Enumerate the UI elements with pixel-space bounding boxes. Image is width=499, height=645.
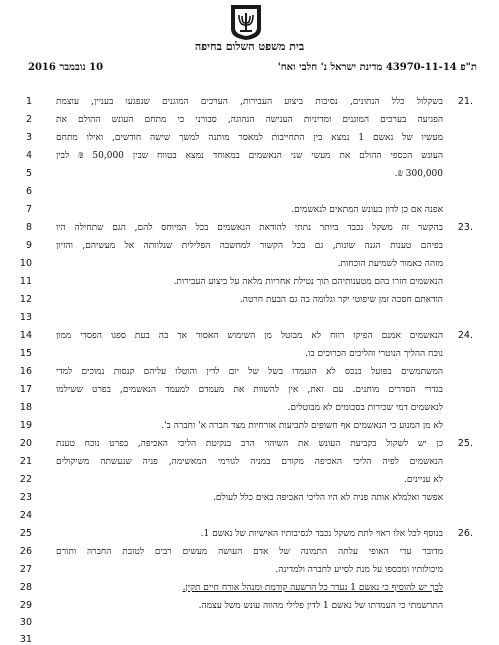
paragraph-line: התרשמתי כי העמדתו של נאשם 1 לדין פלילי מהווה עונש משל עצמה. (198, 601, 443, 611)
paragraph-line: לא עניינים. (404, 475, 443, 485)
line-number: 24 (19, 510, 32, 521)
line-number: 29 (19, 600, 32, 611)
line-number: 28 (19, 582, 32, 593)
line-number: 3 (25, 132, 32, 143)
date-line: 10 נובמבר 2016 (28, 62, 104, 73)
line-number: 9 (25, 240, 32, 251)
court-name: בית משפט השלום בחיפה (194, 40, 305, 53)
line-number: 8 (25, 222, 32, 233)
line-number: 14 (19, 330, 32, 341)
section-number: 24. (457, 330, 473, 341)
state-emblem-icon (228, 3, 264, 41)
paragraph-line: מזהה כאמור לשמיעת הוכחות. (337, 259, 443, 269)
line-number: 6 (25, 186, 32, 197)
case-number-line: ת"פ 43970-11-14 מדינת ישראל נ' חלבי ואח' (277, 62, 477, 73)
line-number: 13 (19, 312, 32, 323)
paragraph-line: הנאשמים לפיה הליכי האכיפה מקורם במניה לגורמי המאשימה, פניה שנעשתה משיקולים (56, 457, 443, 467)
paragraph-line: בפיהם טענות הגנה שונות, גם בכל הקשור למחשבה הפלילית שנלוותה אל מעשיהם, והזיון (56, 241, 443, 251)
paragraph-line: לנאשמים דמי שכירות בסכומים לא מבוטלים. (287, 403, 443, 413)
line-number: 11 (19, 276, 32, 287)
paragraph-line: נוכח ההליך הנוטרי והליכים הכרוכים בו. (305, 349, 443, 359)
paragraph-line: לא מן המנוע כי הנאשמים אף חשופים לתביעות אזרחיות מצד חברה א' וחברה ב'. (161, 421, 443, 431)
line-number: 1 (25, 96, 32, 107)
paragraph-line: מדובר עדי האופי עלתה התמונה של אדם העושה מעשים רבים לטובת החברה ותורם (56, 547, 443, 557)
line-number: 4 (25, 150, 32, 161)
line-number: 21 (19, 456, 32, 467)
line-number: 26 (19, 546, 32, 557)
section-number: 25. (457, 438, 473, 449)
line-number: 16 (19, 366, 32, 377)
paragraph-line: כן יש לשקול בקביעת העונש את השיהוי הרב בנקיטת הליכי האכיפה, בפרט נוכח טענת (56, 439, 443, 449)
line-number: 17 (19, 384, 32, 395)
line-number: 27 (19, 564, 32, 575)
paragraph-line: מיכולותיו ומכספו על מנת לסייע לחברה ולמדינה. (275, 565, 443, 575)
line-number: 15 (19, 348, 32, 359)
paragraph-line: בשקלול כלל הנתונים, נסיבות ביצוע העבירות, הערכים המוגנים שנפגעו בעניין, עוצמת (56, 97, 443, 107)
paragraph-line: הנאשמים חזרו בהם מטענותיהם תוך נטילת אחריות מלאה על ביצוע העבירות. (173, 277, 443, 287)
line-number: 25 (19, 528, 32, 539)
line-number: 31 (19, 634, 32, 645)
line-number: 12 (19, 294, 32, 305)
paragraph-line: בגדרי הסדרים מותנים. עם זאת, אין להשוות את מעמדם למעמד הנאשמים, בפרט ששילמו (56, 385, 443, 395)
line-number: 22 (19, 474, 32, 485)
paragraph-line: 300,000 ₪. (394, 169, 443, 179)
section-number: 23. (457, 222, 473, 233)
paragraph-line: אפנה אם כן לדון בעונש המתאים לנאשמים. (291, 205, 443, 215)
line-number: 18 (19, 402, 32, 413)
line-number: 5 (25, 168, 32, 179)
section-number: 21. (457, 96, 473, 107)
paragraph-line: המשתמשים בפועל בנכס לא הועמדו בשל של יום לדין והוטלו עליהם קנסות נמוכים למדי (56, 367, 443, 377)
line-number: 7 (25, 204, 32, 215)
paragraph-line: לכך יש להוסיף כי נאשם 1 נעדר כל הרשעה קודמת ומנהל אורח חיים תקין. (182, 583, 443, 593)
section-number: 26. (457, 528, 473, 539)
line-number: 30 (19, 617, 32, 628)
paragraph-line: אפשר ואלמלא אותה פניה לא היו הליכי האכיפה באים כלל לעולם. (213, 493, 443, 503)
paragraph-line: העונש הכספי ההולם את מעשי שני הנאשמים במאוחד נמצא בטווח שבין 50,000 ₪ לבין (56, 151, 443, 161)
line-number: 19 (19, 420, 32, 431)
paragraph-line: הפגיעה בערכים המוגנים ומדיניות הענישה הנהוגה, סבורני כי מתחם העונש ההולם את (56, 115, 443, 125)
line-number: 23 (19, 492, 32, 503)
paragraph-line: הנאשמים אמנם הפיקו רווח לא מבוטל מן השימוש האסור אך בה בעת ספגו הפסדי ממון (56, 331, 443, 341)
paragraph-line: בנוסף לכל אלו ראוי לתת משקל נכבד לנסיבותיו האישיות של נאשם 1. (200, 529, 443, 539)
paragraph-line: מעשיו של נאשם 1 נמצא בין התחייבות למאסר מותנה למשך שישה חודשים, ואילו מתחם (56, 133, 443, 143)
line-number: 10 (19, 258, 32, 269)
line-number: 20 (19, 438, 32, 449)
paragraph-line: בהקשר זה משקל נכבד ביותר נתתי להודאת הנאשמים בכל המיוחס להם, הגם שתחילה היו (56, 223, 443, 233)
paragraph-line: הודאתם חסכה זמן שיפוטי יקר וגלומה בה גם הבעת חרטה. (239, 295, 443, 305)
line-number: 2 (25, 114, 32, 125)
